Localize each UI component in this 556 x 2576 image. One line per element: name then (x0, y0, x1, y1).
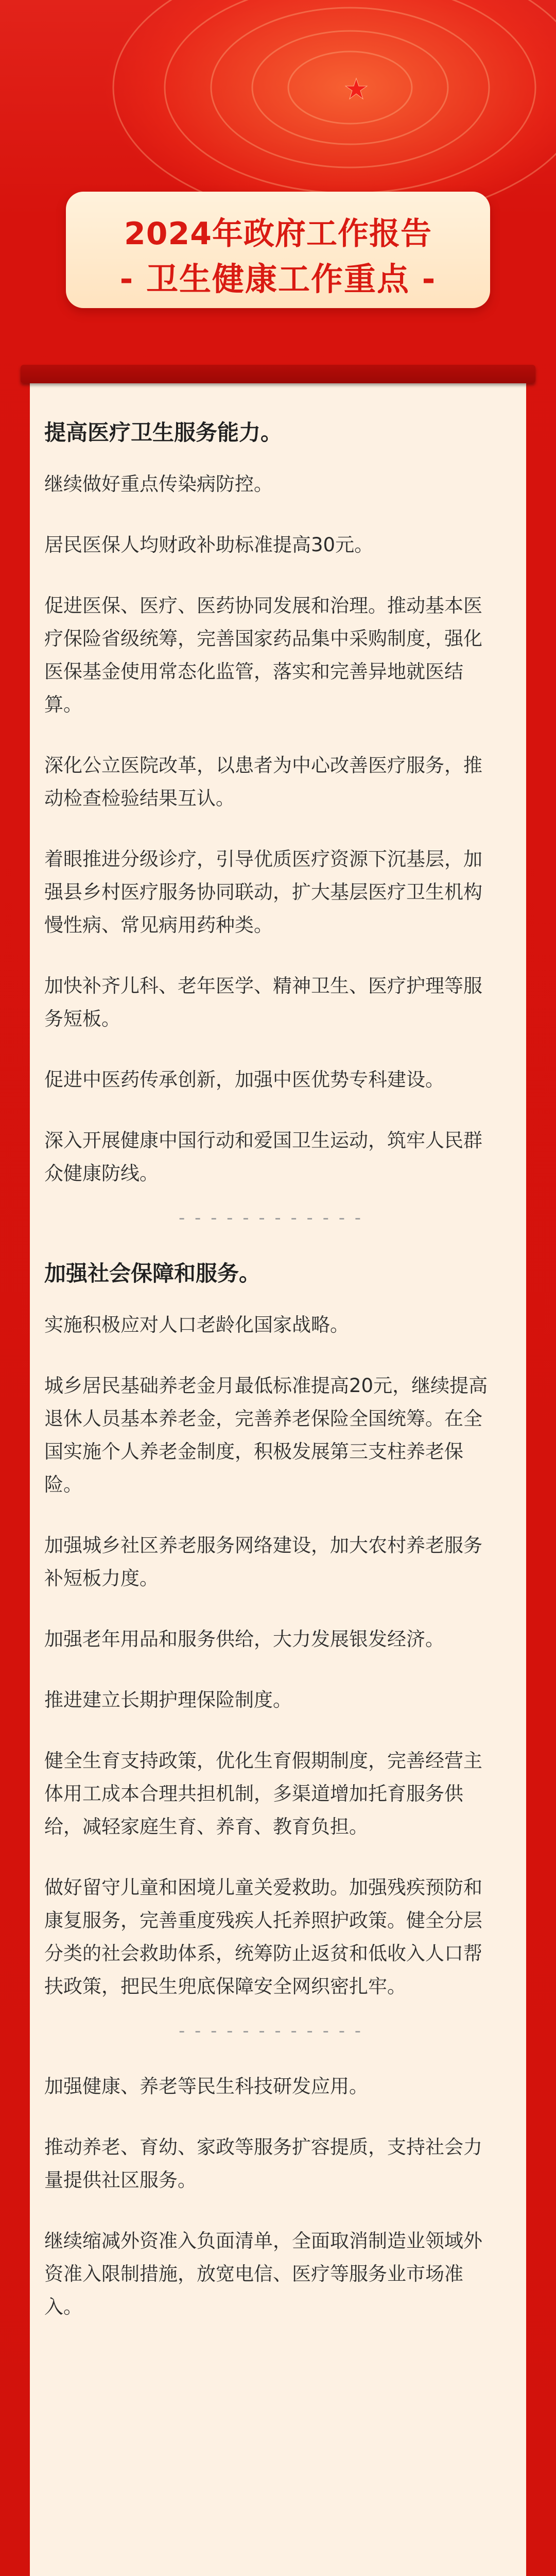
section-heading: 提高医疗卫生服务能力。 (44, 420, 283, 445)
paragraph: 深化公立医院改革，以患者为中心改善医疗服务，推动检查检验结果互认。 (44, 754, 482, 809)
section-heading: 加强社会保障和服务。 (44, 1261, 261, 1286)
report-title: 2024年政府工作报告 (124, 216, 432, 252)
background-rings (0, 0, 556, 216)
paragraph: 促进医保、医疗、医药协同发展和治理。推动基本医疗保险省级统筹，完善国家药品集中采购制度，强化医保基金使用常态化监管，落实和完善异地就医结算。 (44, 595, 482, 716)
report-subtitle: - 卫生健康工作重点 - (119, 260, 437, 298)
top-ribbon (21, 365, 535, 383)
title-card (66, 192, 490, 308)
paragraph: 加强老年用品和服务供给，大力发展银发经济。 (44, 1628, 444, 1650)
paragraph: 继续做好重点传染病防控。 (44, 473, 273, 495)
paragraph: 继续缩减外资准入负面清单，全面取消制造业领域外资准入限制措施，放宽电信、医疗等服务业市场准入。 (44, 2230, 482, 2318)
paragraph: 城乡居民基础养老金月最低标准提高20元，继续提高退休人员基本养老金，完善养老保险全国统筹。在全国实施个人养老金制度，积极发展第三支柱养老保险。 (44, 1375, 488, 1496)
paragraph: 推动养老、育幼、家政等服务扩容提质，支持社会力量提供社区服务。 (44, 2136, 482, 2191)
star-icon (345, 77, 368, 100)
paragraph: 着眼推进分级诊疗，引导优质医疗资源下沉基层，加强县乡村医疗服务协同联动，扩大基层医疗卫生机构慢性病、常见病用药种类。 (44, 848, 482, 936)
section-divider: - - - - - - - - - - - - (178, 1208, 363, 1228)
paragraph: 实施积极应对人口老龄化国家战略。 (44, 1314, 349, 1336)
content-text (44, 416, 497, 2351)
paragraph: 做好留守儿童和困境儿童关爱救助。加强残疾预防和康复服务，完善重度残疾人托养照护政策。健全分层分类的社会救助体系，统筹防止返贫和低收入人口帮扶政策，把民生兜底保障安全网织密扎牢。 (44, 1876, 482, 1997)
paragraph: 加快补齐儿科、老年医学、精神卫生、医疗护理等服务短板。 (44, 975, 482, 1030)
paragraph: 深入开展健康中国行动和爱国卫生运动，筑牢人民群众健康防线。 (44, 1129, 482, 1184)
paragraph: 促进中医药传承创新，加强中医优势专科建设。 (44, 1069, 444, 1091)
paragraph: 健全生育支持政策，优化生育假期制度，完善经营主体用工成本合理共担机制，多渠道增加托育服务供给，减轻家庭生育、养育、教育负担。 (44, 1750, 482, 1838)
paragraph: 加强城乡社区养老服务网络建设，加大农村养老服务补短板力度。 (44, 1534, 482, 1589)
paragraph: 居民医保人均财政补助标准提高30元。 (44, 534, 374, 556)
paragraph: 加强健康、养老等民生科技研发应用。 (44, 2075, 368, 2097)
paragraph: 推进建立长期护理保险制度。 (44, 1689, 292, 1711)
section-divider: - - - - - - - - - - - - (178, 2021, 363, 2041)
